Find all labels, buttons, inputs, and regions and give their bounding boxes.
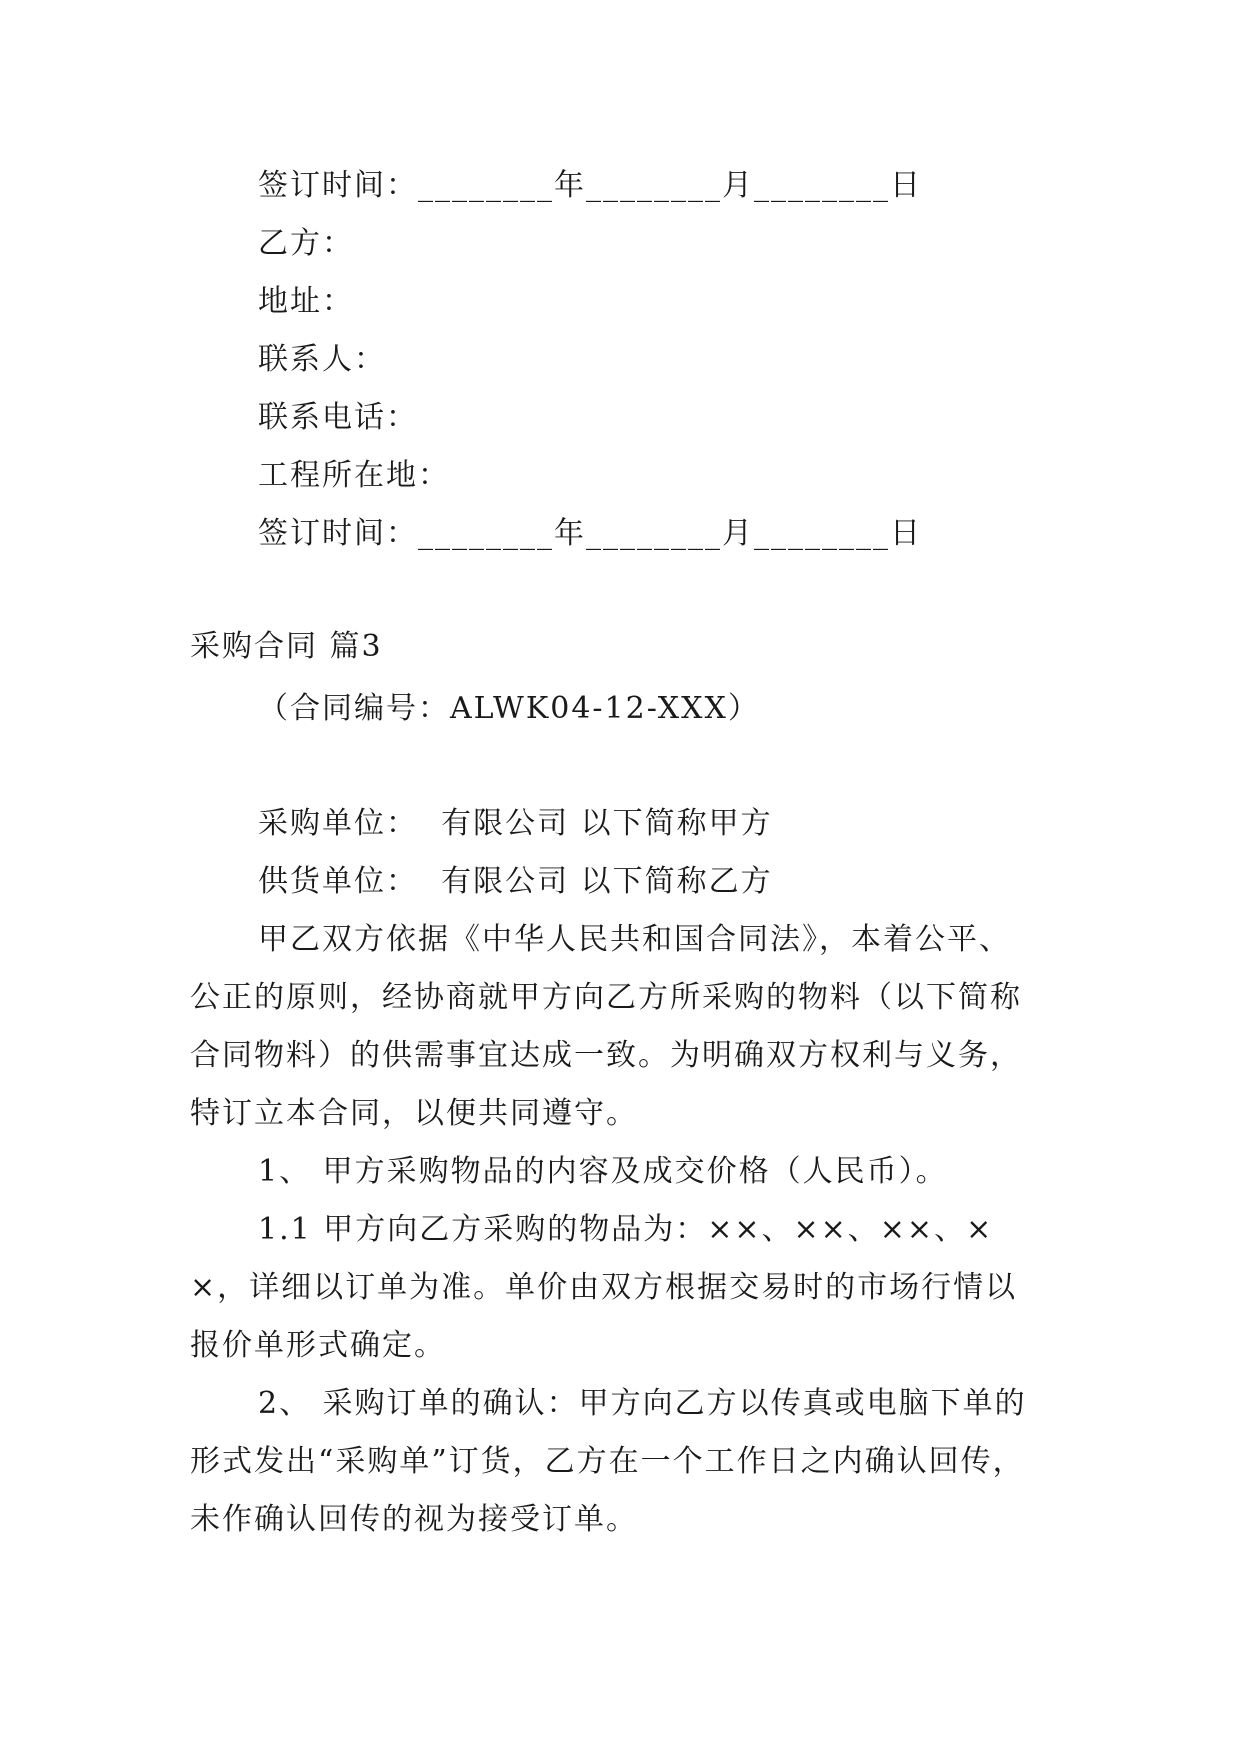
sign-time-line-1: 签订时间：________年________月________日 bbox=[258, 168, 922, 203]
intro-paragraph-line: 公正的原则，经协商就甲方向乙方所采购的物料（以下简称 bbox=[190, 980, 1022, 1015]
intro-paragraph-line: 特订立本合同，以便共同遵守。 bbox=[190, 1096, 638, 1131]
clause-2-line: 形式发出“采购单”订货，乙方在一个工作日之内确认回传， bbox=[190, 1444, 1025, 1479]
project-location-label: 工程所在地： bbox=[258, 458, 450, 493]
purchaser-line: 采购单位： 有限公司 以下简称甲方 bbox=[258, 806, 773, 841]
contact-person-label: 联系人： bbox=[258, 342, 386, 377]
sign-time-line-2: 签订时间：________年________月________日 bbox=[258, 516, 922, 551]
clause-1-heading: 1、 甲方采购物品的内容及成交价格（人民币）。 bbox=[258, 1154, 948, 1189]
clause-1-1-line: ×，详细以订单为准。单价由双方根据交易时的市场行情以 bbox=[190, 1270, 1018, 1305]
clause-2-line: 未作确认回传的视为接受订单。 bbox=[190, 1502, 638, 1537]
intro-paragraph-line: 甲乙双方依据《中华人民共和国合同法》，本着公平、 bbox=[258, 922, 1011, 957]
supplier-line: 供货单位： 有限公司 以下简称乙方 bbox=[258, 864, 773, 899]
contract-title: 采购合同 篇3 bbox=[190, 629, 383, 664]
contract-number: （合同编号：ALWK04-12-XXX） bbox=[258, 691, 760, 726]
clause-1-1-line: 报价单形式确定。 bbox=[190, 1328, 446, 1363]
clause-1-1-line: 1.1 甲方向乙方采购的物品为：××、××、××、× bbox=[258, 1212, 994, 1247]
address-label: 地址： bbox=[258, 284, 354, 319]
party-b-label: 乙方： bbox=[258, 226, 354, 261]
intro-paragraph-line: 合同物料）的供需事宜达成一致。为明确双方权利与义务， bbox=[190, 1038, 1022, 1073]
contact-phone-label: 联系电话： bbox=[258, 400, 418, 435]
clause-2-line: 2、 采购订单的确认：甲方向乙方以传真或电脑下单的 bbox=[258, 1386, 1027, 1421]
